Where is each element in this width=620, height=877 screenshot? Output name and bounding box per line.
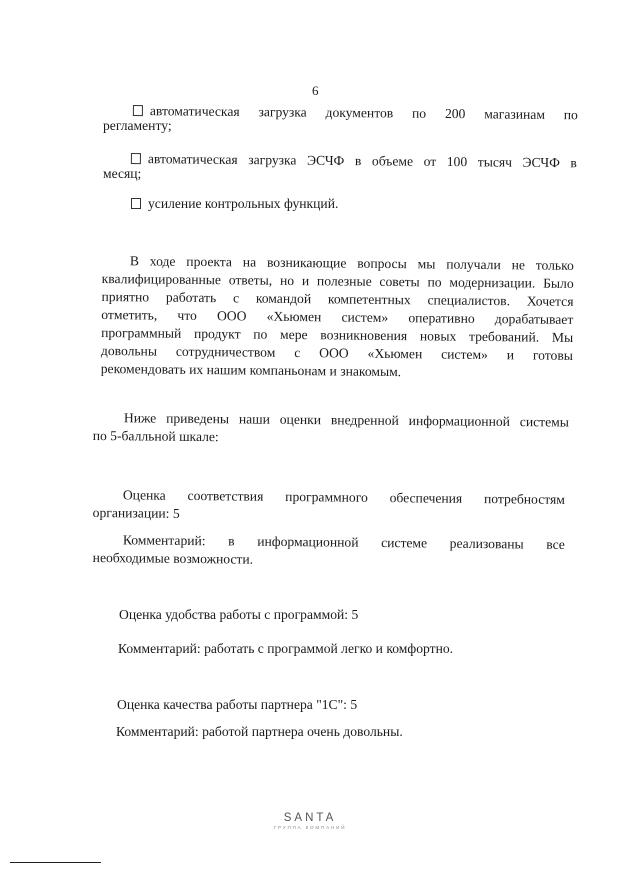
bullet-continuation: месяц; [103,166,142,181]
text-line: приятно работать с командой компетентных специалистов. Хочется [101,288,574,309]
bullet-item [133,102,578,124]
rating-block [93,486,565,527]
text-line: довольны сотрудничеством с ООО «Хьюмен систем» и готовы [100,342,574,363]
logo-name: SANTA [283,812,337,824]
checkbox-icon [133,105,143,116]
comment-line: Комментарий: в информационной системе реализованы все [122,532,565,552]
checkbox-icon [131,198,141,209]
bullet-continuation: регламенту; [103,118,172,133]
text-line: рекомендовать их нашим компаньонам и знакомым. [100,360,402,380]
company-logo [268,812,352,831]
rating-line: Оценка качества работы партнера "1С": 5 [117,697,358,712]
text-line: В ходе проекта на возникающие вопросы мы получали не только [129,253,574,273]
text-line: отметить, что ООО «Хьюмен систем» оперативно дорабатывает [101,306,574,327]
footer-divider [10,862,101,863]
text-line: квалифицированные ответы, но и полезные советы по модернизации. Было [101,270,574,291]
page-number: 6 [312,83,319,98]
text-line: программный продукт по мере возникновения новых требований. Мы [101,324,574,345]
bullet-item: усиление контрольных функций. [131,195,338,213]
bullet-item [131,150,577,172]
rating-line: организации: 5 [92,504,180,521]
text-line: Ниже приведены наши оценки внедренной информационной системы [123,410,569,430]
rating-line: Оценка удобства работы с программой: 5 [119,607,359,622]
bullet-line: автоматическая загрузка ЭСЧФ в объеме от 100 тысяч ЭСЧФ в [131,150,577,172]
comment-line: Комментарий: работать с программой легко и комфортно. [118,641,454,656]
comment-line: необходимые возможности. [92,549,254,567]
ratings-intro [93,409,569,450]
checkbox-icon [131,153,141,164]
rating-line: Оценка соответствия программного обеспечения потребностям [122,487,565,507]
text-line: по 5-балльной шкале: [92,427,219,445]
comment-block [93,531,565,572]
logo-subtitle: ГРУППА КОМПАНИЙ [273,825,347,830]
bullet-line: автоматическая загрузка документов по 200 магазинам по [133,102,578,124]
comment-line: Комментарий: работой партнера очень довольны. [116,724,403,739]
paragraph-testimonial [101,252,574,383]
